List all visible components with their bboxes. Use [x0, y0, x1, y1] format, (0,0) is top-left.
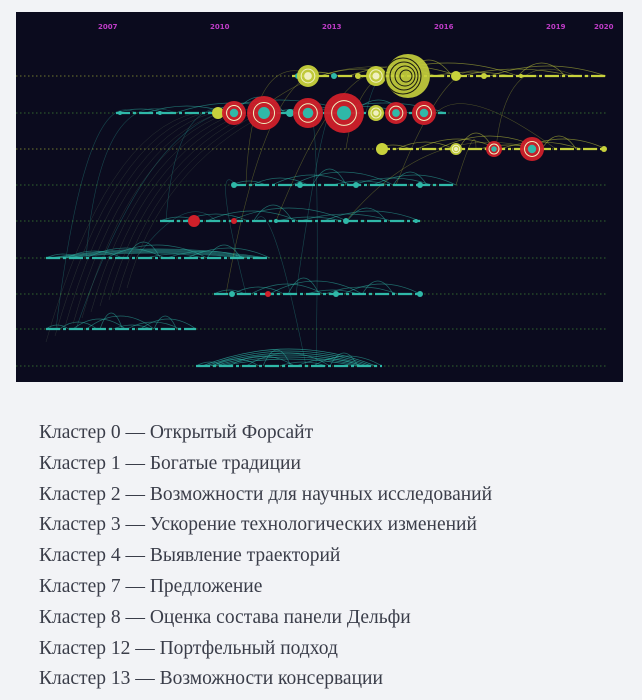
- year-label-2007: 2007: [98, 23, 118, 31]
- citation-node: [417, 291, 423, 297]
- year-label-2020: 2020: [594, 23, 614, 31]
- burst-core: [373, 73, 380, 80]
- burst-core: [258, 107, 270, 119]
- cross-cluster-link: [226, 180, 246, 294]
- cross-cluster-link: [346, 142, 536, 221]
- citation-node: [353, 182, 359, 188]
- citation-arc: [127, 113, 268, 288]
- citation-node: [414, 219, 418, 223]
- timeline-svg: [16, 12, 623, 382]
- year-label-2010: 2010: [210, 23, 230, 31]
- legend-item-cluster-12: Кластер 12 — Портфельный подход: [39, 637, 338, 659]
- legend-item-cluster-8: Кластер 8 — Оценка состава панели Дельфи: [39, 606, 411, 628]
- citation-arc: [46, 113, 196, 342]
- citation-node: [265, 291, 271, 297]
- citation-node: [274, 219, 278, 223]
- citation-node: [343, 218, 349, 224]
- cluster-nodes: [118, 54, 607, 297]
- citation-node: [601, 146, 607, 152]
- legend-item-cluster-2: Кластер 2 — Возможности для научных исследований: [39, 483, 493, 505]
- citation-node: [355, 73, 361, 79]
- cross-cluster-link: [256, 217, 306, 366]
- citation-node: [417, 182, 423, 188]
- citation-node: [333, 291, 339, 297]
- citation-arc: [154, 316, 177, 329]
- cluster-legend: [39, 418, 492, 695]
- legend-item-cluster-13: Кластер 13 — Возможности консервации: [39, 668, 383, 690]
- burst-core: [420, 109, 428, 117]
- citation-node: [451, 71, 461, 81]
- citation-node: [231, 218, 237, 224]
- burst-node: [386, 54, 430, 98]
- citation-node: [188, 215, 200, 227]
- burst-core: [303, 108, 314, 119]
- legend-item-cluster-0: Кластер 0 — Открытый Форсайт: [39, 422, 314, 443]
- citation-node: [158, 111, 162, 115]
- citation-node: [118, 111, 122, 115]
- burst-core: [230, 109, 238, 117]
- year-label-2019: 2019: [546, 23, 566, 31]
- burst-core: [528, 145, 536, 153]
- legend-item-cluster-4: Кластер 4 — Выявление траекторий: [39, 545, 341, 567]
- citation-node: [297, 182, 303, 188]
- cluster-timeline-figure: [16, 12, 623, 382]
- burst-core: [373, 110, 379, 116]
- citation-node: [481, 73, 487, 79]
- burst-core: [337, 106, 351, 120]
- citation-node: [331, 73, 337, 79]
- burst-core: [392, 109, 400, 117]
- citation-node: [519, 74, 523, 78]
- legend-item-cluster-7: Кластер 7 — Предложение: [39, 575, 263, 597]
- legend-item-cluster-3: Кластер 3 — Ускорение технологических изменений: [39, 514, 477, 536]
- citation-arc: [82, 113, 228, 318]
- citation-arc: [362, 281, 393, 294]
- burst-core: [304, 72, 312, 80]
- citation-node: [286, 109, 294, 117]
- citation-node: [231, 182, 237, 188]
- year-label-2013: 2013: [322, 23, 342, 31]
- year-label-2016: 2016: [434, 23, 454, 31]
- year-labels: [98, 23, 614, 31]
- citation-arc: [109, 113, 252, 300]
- cross-cluster-link: [56, 110, 136, 329]
- legend-item-cluster-1: Кластер 1 — Богатые традиции: [39, 452, 301, 474]
- cross-cluster-link: [306, 110, 317, 366]
- burst-core: [491, 146, 497, 152]
- cross-cluster-link: [76, 110, 266, 329]
- citation-arc: [347, 208, 386, 221]
- burst-core: [454, 147, 458, 151]
- cross-cluster-link: [296, 109, 336, 294]
- citation-node: [229, 291, 235, 297]
- cross-cluster-link: [86, 109, 176, 258]
- citation-node: [376, 143, 388, 155]
- citation-arc: [91, 113, 236, 312]
